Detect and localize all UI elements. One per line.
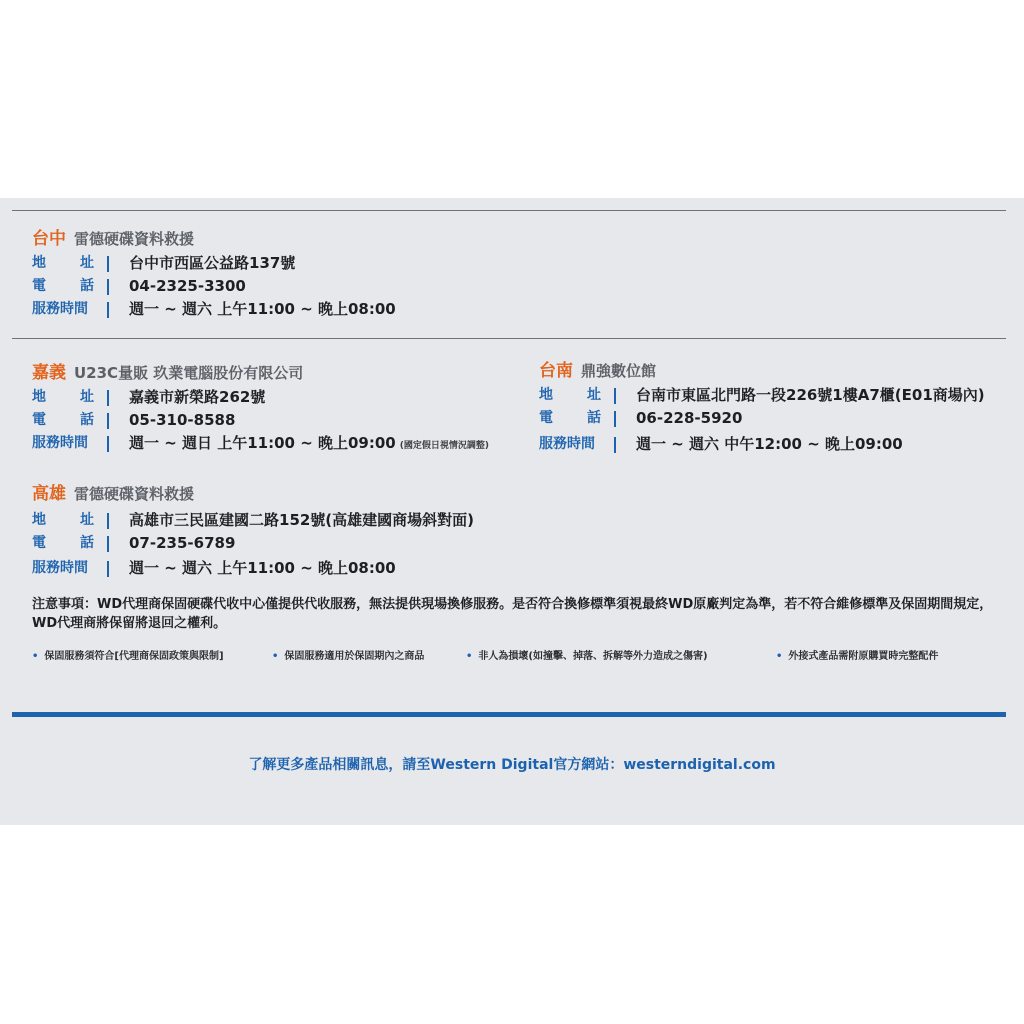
hours-row: [32, 298, 396, 321]
store-title: [32, 226, 194, 252]
label-separator: [107, 390, 109, 406]
phone-row: [32, 275, 246, 298]
hours-value: 週一 ~ 週日 上午11:00 ~ 晚上09:00 (國定假日視情況調整): [129, 434, 489, 452]
phone-value: 07-235-6789: [129, 534, 236, 552]
hours-row: [32, 432, 489, 455]
bullet-item: • 非人為損壞(如撞擊、掉落、拆解等外力造成之傷害): [466, 651, 708, 662]
bullet-dot-icon: •: [466, 651, 473, 662]
bullet-item: • 保固服務適用於保固期內之商品: [272, 651, 425, 662]
hours-label: 服務時間: [32, 435, 88, 451]
store-kaohsiung: [32, 481, 475, 580]
vendor-name: 雷德硬碟資料救援: [74, 230, 195, 248]
address-label: 地 址: [32, 255, 94, 271]
vendor-name: 鼎強數位館: [581, 362, 657, 380]
phone-row: [539, 407, 743, 430]
label-separator: [107, 413, 109, 429]
address-value: 嘉義市新榮路262號: [129, 388, 266, 406]
address-value: 台南市東區北門路一段226號1樓A7櫃(E01商場內): [636, 386, 985, 404]
store-title: [32, 481, 194, 507]
hours-label: 服務時間: [539, 436, 595, 452]
address-row: [32, 509, 475, 532]
bullet-list: [0, 647, 1024, 663]
address-label: 地 址: [32, 512, 94, 528]
city-name: 台南: [539, 361, 573, 381]
phone-row: [32, 532, 236, 555]
hours-note: (國定假日視情況調整): [399, 441, 489, 451]
hours-label: 服務時間: [32, 560, 88, 576]
label-separator: [614, 388, 616, 404]
hours-value: 週一 ~ 週六 中午12:00 ~ 晚上09:00: [636, 435, 903, 453]
bullet-item: • 保固服務須符合[代理商保固政策與限制]: [32, 651, 224, 662]
store-title: [539, 358, 656, 384]
phone-label: 電 話: [32, 278, 94, 294]
label-separator: [107, 302, 109, 318]
address-label: 地 址: [539, 387, 601, 403]
phone-row: [32, 409, 303, 432]
phone-value: 06-228-5920: [636, 409, 743, 427]
vendor-name: 雷德硬碟資料救援: [74, 485, 195, 503]
bullet-dot-icon: •: [776, 651, 783, 662]
hours-value: 週一 ~ 週六 上午11:00 ~ 晚上08:00: [129, 300, 396, 318]
address-row: [32, 386, 303, 409]
store-title: [32, 360, 303, 386]
city-name: 嘉義: [32, 363, 66, 383]
phone-value: 05-310-8588: [129, 411, 236, 429]
label-separator: [107, 436, 109, 452]
label-separator: [614, 437, 616, 453]
top-divider: [12, 210, 1006, 211]
address-row: [539, 384, 985, 407]
hours-row: [32, 557, 396, 580]
city-name: 高雄: [32, 484, 66, 504]
address-label: 地 址: [32, 389, 94, 405]
label-separator: [107, 561, 109, 577]
label-separator: [107, 256, 109, 272]
store-chiayi: [32, 360, 489, 455]
bullet-item: • 外接式產品需附原購買時完整配件: [776, 651, 939, 662]
label-separator: [614, 411, 616, 427]
hours-row: [539, 433, 903, 456]
label-separator: [107, 536, 109, 552]
label-separator: [107, 279, 109, 295]
notice-text: 注意事項：WD代理商保固硬碟代收中心僅提供代收服務，無法提供現場換修服務。是否符合換修標準須視最終WD原廠判定為準，若不符合維修標準及保固期間規定，WD代理商將保留將退回之權利。: [32, 597, 993, 631]
middle-divider: [12, 338, 1006, 339]
city-name: 台中: [32, 229, 66, 249]
blue-divider: [12, 712, 1006, 717]
store-tainan: [539, 358, 985, 456]
address-value: 台中市西區公益路137號: [129, 254, 296, 272]
label-separator: [107, 513, 109, 529]
phone-value: 04-2325-3300: [129, 277, 246, 295]
store-info-panel: [0, 198, 1024, 825]
address-value: 高雄市三民區建國二路152號(高雄建國商場斜對面): [129, 511, 475, 529]
bullet-dot-icon: •: [272, 651, 279, 662]
vendor-name: U23C量販 玖業電腦股份有限公司: [74, 364, 304, 382]
phone-label: 電 話: [32, 535, 94, 551]
address-row: [32, 252, 296, 275]
phone-label: 電 話: [539, 410, 601, 426]
hours-value: 週一 ~ 週六 上午11:00 ~ 晚上08:00: [129, 559, 396, 577]
store-taichung: [32, 226, 396, 321]
phone-label: 電 話: [32, 412, 94, 428]
hours-label: 服務時間: [32, 301, 88, 317]
footer-link-text[interactable]: 了解更多產品相關訊息，請至Western Digital官方網站：westerndigital.com: [248, 757, 776, 773]
bullet-dot-icon: •: [32, 651, 39, 662]
